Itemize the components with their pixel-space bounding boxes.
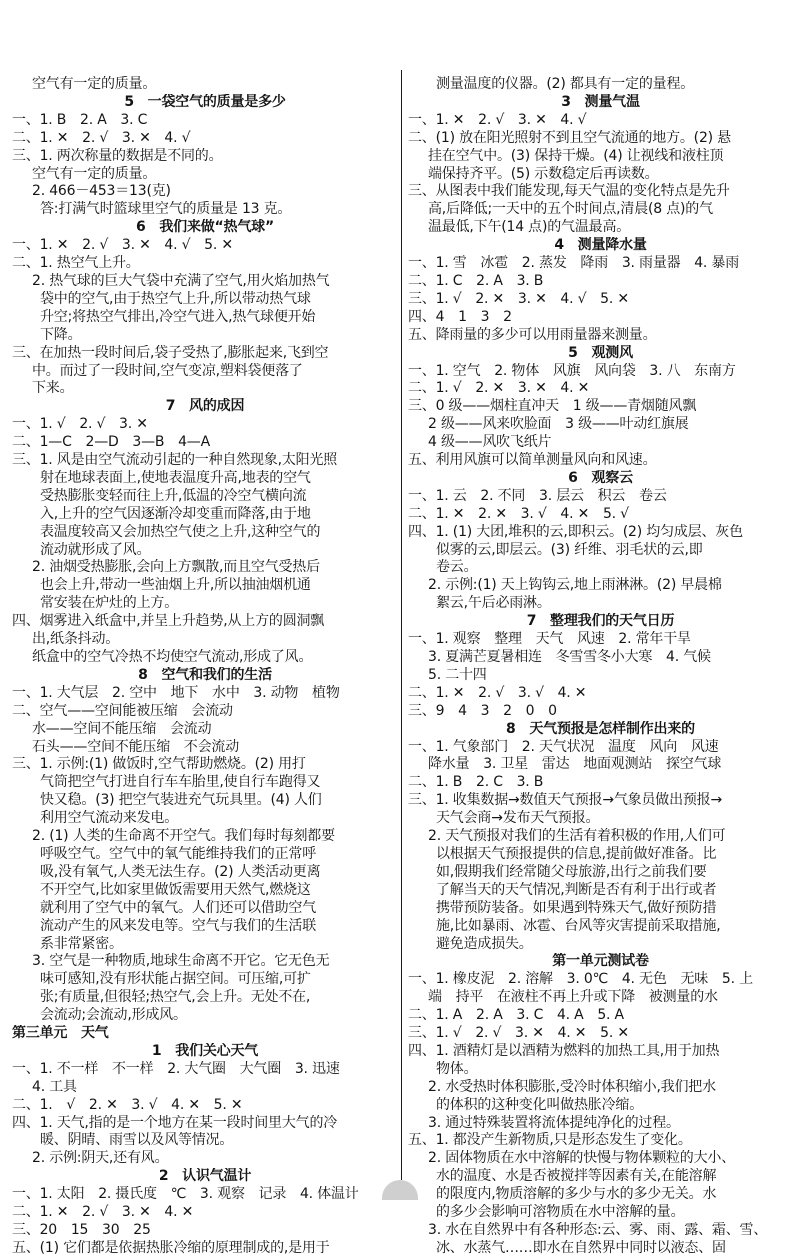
answer-line: 二、1. ✕ 2. √ 3. ✕ 4. ✕ bbox=[12, 1204, 194, 1221]
answer-line: 呼吸空气。空气中的氧气能维持我们的正常呼 bbox=[40, 845, 316, 862]
answer-line: 二、1. √ 2. ✕ 3. ✕ 4. ✕ bbox=[408, 380, 590, 397]
answer-line: 三、1. √ 2. √ 3. ✕ 4. ✕ 5. ✕ bbox=[408, 1025, 629, 1042]
answer-line: 流动产生的风来发电等。空气与我们的生活联 bbox=[40, 917, 316, 934]
answer-line: 一、1. ✕ 2. √ 3. ✕ 4. √ 5. ✕ bbox=[12, 237, 233, 254]
answer-line: 2. 油烟受热膨胀,会向上方飘散,而且空气受热后 bbox=[32, 559, 320, 576]
answer-line: 端 持平 在液柱不再上升或下降 被测量的水 bbox=[428, 989, 718, 1006]
answer-line: 测量温度的仪器。(2) 都具有一定的量程。 bbox=[436, 76, 695, 92]
answer-line: 的体积的这种变化叫做热胀冷缩。 bbox=[436, 1096, 643, 1113]
answer-line: 张;有质量,但很轻;热空气,会上升。无处不在, bbox=[40, 989, 311, 1006]
answer-line: 2. (1) 人类的生命离不开空气。我们每时每刻都要 bbox=[32, 828, 335, 845]
answer-line: 一、1. 不一样 不一样 2. 大气圈 大气圈 3. 迅速 bbox=[12, 1060, 340, 1077]
answer-line: 四、1. 天气,指的是一个地方在某一段时间里大气的冷 bbox=[12, 1114, 338, 1131]
answer-line: 石头——空间不能压缩 不会流动 bbox=[32, 738, 239, 755]
answer-line: 三、20 15 30 25 bbox=[12, 1222, 151, 1238]
answer-line: 一、1. 橡皮泥 2. 溶解 3. 0℃ 4. 无色 无味 5. 上 bbox=[408, 971, 753, 988]
section-heading: 6 观察云 bbox=[568, 469, 633, 486]
answer-line: 一、1. 观察 整理 天气 风速 2. 常年干旱 bbox=[408, 631, 691, 648]
answer-line: 高,后降低;一天中的五个时间点,清晨(8 点)的气 bbox=[428, 201, 713, 218]
answer-line: 空气有一定的质量。 bbox=[32, 165, 157, 182]
answer-line: 2. 示例:阴天,还有风。 bbox=[32, 1150, 169, 1167]
answer-line: 三、在加热一段时间后,袋子受热了,膨胀起来,飞到空 bbox=[12, 344, 329, 361]
answer-line: 出,纸条抖动。 bbox=[32, 631, 120, 648]
answer-line: 一、1. 雪 冰雹 2. 蒸发 降雨 3. 雨量器 4. 暴雨 bbox=[408, 255, 740, 272]
answer-line: 三、1. 收集数据→数值天气预报→气象员做出预报→ bbox=[408, 792, 722, 809]
answer-line: 一、1. 空气 2. 物体 风旗 风向袋 3. 八 东南方 bbox=[408, 362, 736, 379]
answer-line: 一、1. 太阳 2. 摄氏度 ℃ 3. 观察 记录 4. 体温计 bbox=[12, 1186, 359, 1203]
answer-line: 四、烟雾进入纸盒中,并呈上升趋势,从上方的圆洞飘 bbox=[12, 613, 325, 630]
answer-line: 二、1. √ 2. ✕ 3. √ 4. ✕ 5. ✕ bbox=[12, 1096, 243, 1113]
answer-line: 三、1. 两次称量的数据是不同的。 bbox=[12, 147, 223, 164]
section-heading: 5 一袋空气的质量是多少 bbox=[124, 93, 286, 110]
answer-line: 气筒把空气打进自行车车胎里,使自行车跑得又 bbox=[40, 774, 321, 791]
answer-line: 2. 热气球的巨大气袋中充满了空气,用火焰加热气 bbox=[32, 272, 330, 289]
section-heading: 8 空气和我们的生活 bbox=[138, 666, 272, 683]
answer-line: 一、1. 云 2. 不同 3. 层云 积云 卷云 bbox=[408, 487, 667, 504]
column-divider bbox=[401, 70, 402, 1180]
answer-line: 絮云,午后必雨淋。 bbox=[436, 595, 551, 612]
answer-line: 二、1—C 2—D 3—B 4—A bbox=[12, 434, 210, 451]
answer-line: 一、1. ✕ 2. √ 3. ✕ 4. √ bbox=[408, 111, 587, 128]
answer-line: 二、1. ✕ 2. √ 3. ✕ 4. √ bbox=[12, 129, 191, 146]
answer-line: 三、1. √ 2. ✕ 3. ✕ 4. √ 5. ✕ bbox=[408, 290, 629, 307]
answer-line: 不开空气,比如家里做饭需要用天然气,燃烧这 bbox=[40, 881, 311, 898]
answer-line: 2. 示例:(1) 天上钩钩云,地上雨淋淋。(2) 早晨棉 bbox=[428, 577, 722, 594]
answer-line: 系非常紧密。 bbox=[40, 935, 123, 952]
answer-line: 三、从图表中我们能发现,每天气温的变化特点是先升 bbox=[408, 183, 730, 200]
answer-line: 端保持齐平。(5) 示数稳定后再读数。 bbox=[428, 165, 659, 182]
answer-line: 3. 夏满芒夏暑相连 冬雪雪冬小大寒 4. 气候 bbox=[428, 649, 711, 665]
answer-line: 快又稳。(3) 把空气装进充气玩具里。(4) 人们 bbox=[40, 792, 322, 809]
answer-line: 以根据天气预报提供的信息,提前做好准备。比 bbox=[436, 845, 717, 862]
answer-line: 二、1. C 2. A 3. B bbox=[408, 272, 544, 289]
answer-line: 2 级——风来吹脸面 3 级——叶动红旗展 bbox=[428, 416, 689, 433]
answer-line: 袋中的空气,由于热空气上升,所以带动热气球 bbox=[40, 290, 311, 307]
section-heading: 2 认识气温计 bbox=[158, 1168, 252, 1185]
answer-line: 二、1. A 2. A 3. C 4. A 5. A bbox=[408, 1007, 624, 1024]
answer-line: 3. 水在自然界中有各种形态:云、雾、雨、露、霜、雪、 bbox=[428, 1222, 768, 1238]
answer-line: 下降。 bbox=[40, 326, 82, 343]
section-heading: 1 我们关心天气 bbox=[151, 1042, 259, 1059]
answer-line: 五、降雨量的多少可以用雨量器来测量。 bbox=[408, 326, 657, 343]
section-heading: 4 测量降水量 bbox=[554, 237, 647, 254]
answer-line: 如,假期我们经常随父母旅游,出行之前我们要 bbox=[436, 863, 707, 880]
answer-line: 3. 通过特殊装置将流体提纯净化的过程。 bbox=[428, 1114, 680, 1131]
answer-line: 4 级——风吹飞纸片 bbox=[428, 434, 552, 451]
answer-line: 2. 466－453＝13(克) bbox=[32, 183, 171, 200]
answer-line: 温最低,下午(14 点)的气温最高。 bbox=[428, 219, 631, 236]
section-heading: 8 天气预报是怎样制作出来的 bbox=[506, 720, 695, 737]
answer-line: 携带预防装备。如果遇到特殊天气,做好预防措 bbox=[436, 899, 717, 916]
answer-line: 暖、阴晴、雨雪以及风等情况。 bbox=[40, 1132, 234, 1149]
answer-line: 2. 固体物质在水中溶解的快慢与物体颗粒的大小、 bbox=[428, 1150, 736, 1167]
answer-line: 受热膨胀变轻而往上升,低温的冷空气横向流 bbox=[40, 487, 307, 504]
answer-line: 三、9 4 3 2 0 0 bbox=[408, 702, 557, 719]
answer-line: 降水量 3. 卫星 雷达 地面观测站 探空气球 bbox=[428, 756, 722, 773]
unit-heading: 第三单元 天气 bbox=[12, 1025, 109, 1042]
answer-line: 味可感知,没有形状能占据空间。可压缩,可扩 bbox=[40, 971, 311, 988]
answer-line: 三、0 级——烟柱直冲天 1 级——青烟随风飘 bbox=[408, 398, 697, 415]
answer-line: 二、1. 热空气上升。 bbox=[12, 255, 140, 272]
answer-line: 卷云。 bbox=[436, 559, 478, 576]
answer-line: 常安装在炉灶的上方。 bbox=[40, 595, 178, 612]
answer-line: 一、1. 气象部门 2. 天气状况 温度 风向 风速 bbox=[408, 738, 719, 755]
answer-line: 就利用了空气中的氧气。人们还可以借助空气 bbox=[40, 899, 316, 916]
answer-line: 纸盒中的空气冷热不均使空气流动,形成了风。 bbox=[32, 649, 313, 665]
answer-line: 吸,没有氧气,人类无法生存。(2) 人类活动更离 bbox=[40, 863, 321, 880]
answer-line: 三、1. 示例:(1) 做饭时,空气帮助燃烧。(2) 用打 bbox=[12, 756, 306, 773]
section-heading: 第一单元测试卷 bbox=[552, 953, 649, 970]
answer-line: 二、空气——空间能被压缩 会流动 bbox=[12, 702, 233, 719]
answer-line: 5. 二十四 bbox=[428, 666, 487, 683]
answer-line: 似雾的云,即层云。(3) 纤维、羽毛状的云,即 bbox=[436, 541, 703, 558]
right-column bbox=[408, 76, 793, 1258]
answer-line: 升空;将热空气排出,冷空气进入,热气球便开始 bbox=[40, 308, 316, 325]
answer-line: 射在地球表面上,使地表温度升高,地表的空气 bbox=[40, 469, 311, 486]
answer-line: 的限度内,物质溶解的多少与水的多少无关。水 bbox=[436, 1186, 717, 1203]
answer-line: 利用空气流动来发电。 bbox=[40, 810, 178, 827]
answer-line: 的多少会影响可溶物质在水中溶解的量。 bbox=[436, 1204, 685, 1221]
answer-line: 一、1. B 2. A 3. C bbox=[12, 111, 148, 128]
answer-line: 水——空间不能压缩 会流动 bbox=[32, 720, 212, 737]
answer-line: 4. 工具 bbox=[32, 1078, 77, 1095]
section-heading: 6 我们来做“热气球” bbox=[136, 219, 274, 236]
section-heading: 3 测量气温 bbox=[561, 93, 640, 110]
answer-line: 物体。 bbox=[436, 1060, 478, 1077]
answer-line: 入,上升的空气因逐渐冷却变重而降落,由于地 bbox=[40, 505, 311, 522]
answer-line: 3. 空气是一种物质,地球生命离不开它。它无色无 bbox=[32, 953, 330, 970]
section-heading: 5 观测风 bbox=[568, 344, 633, 361]
answer-line: 三、1. 风是由空气流动引起的一种自然现象,太阳光照 bbox=[12, 452, 338, 469]
section-heading: 7 整理我们的天气日历 bbox=[526, 613, 675, 630]
answer-line: 也会上升,带动一些油烟上升,所以抽油烟机通 bbox=[40, 577, 311, 594]
answer-line: 表温度较高又会加热空气使之上升,这种空气的 bbox=[40, 523, 321, 540]
answer-line: 五、(1) 它们都是依据热胀冷缩的原理制成的,是用于 bbox=[12, 1239, 330, 1256]
answer-line: 天气会商→发布天气预报。 bbox=[436, 810, 600, 827]
answer-line: 下来。 bbox=[32, 380, 74, 397]
answer-line: 流动就形成了风。 bbox=[40, 541, 151, 558]
answer-line: 五、1. 都没产生新物质,只是形态发生了变化。 bbox=[408, 1132, 692, 1149]
answer-line: 空气有一定的质量。 bbox=[32, 76, 157, 92]
answer-line: 挂在空气中。(3) 保持干燥。(4) 让视线和液柱顶 bbox=[428, 147, 724, 164]
answer-line: 四、4 1 3 2 bbox=[408, 308, 512, 325]
answer-line: 四、1. (1) 大团,堆积的云,即积云。(2) 均匀成层、灰色 bbox=[408, 523, 743, 540]
answer-line: 一、1. √ 2. √ 3. ✕ bbox=[12, 416, 148, 433]
answer-line: 施,比如暴雨、冰雹、台风等灾害提前采取措施, bbox=[436, 917, 721, 934]
answer-line: 答:打满气时篮球里空气的质量是 13 克。 bbox=[40, 201, 292, 218]
answer-line: 2. 水受热时体积膨胀,受冷时体积缩小,我们把水 bbox=[428, 1078, 716, 1095]
left-column bbox=[12, 76, 398, 1258]
answer-line: 二、1. B 2. C 3. B bbox=[408, 774, 544, 791]
answer-line: 一、1. 大气层 2. 空中 地下 水中 3. 动物 植物 bbox=[12, 684, 340, 701]
answer-line: 避免造成损失。 bbox=[436, 935, 533, 952]
answer-line: 二、1. ✕ 2. ✕ 3. √ 4. ✕ 5. √ bbox=[408, 505, 629, 522]
answer-line: 会流动;会流动,形成风。 bbox=[40, 1007, 187, 1024]
section-heading: 7 风的成因 bbox=[165, 398, 245, 415]
answer-line: 中。而过了一段时间,空气变凉,塑料袋便落了 bbox=[32, 362, 303, 379]
answer-line: 2. 天气预报对我们的生活有着积极的作用,人们可 bbox=[428, 828, 726, 845]
answer-line: 二、(1) 放在阳光照射不到且空气流通的地方。(2) 悬 bbox=[408, 129, 731, 146]
answer-line: 二、1. ✕ 2. √ 3. √ 4. ✕ bbox=[408, 684, 587, 701]
answer-line: 冰、水蒸气……即水在自然界中同时以液态、固 bbox=[436, 1239, 726, 1256]
answer-line: 水的温度、水是否被搅拌等因素有关,在能溶解 bbox=[436, 1168, 717, 1185]
answer-line: 了解当天的天气情况,判断是否有利于出行或者 bbox=[436, 881, 717, 898]
answer-line: 四、1. 酒精灯是以酒精为燃料的加热工具,用于加热 bbox=[408, 1042, 720, 1059]
answer-line: 五、利用风旗可以简单测量风向和风速。 bbox=[408, 452, 657, 469]
